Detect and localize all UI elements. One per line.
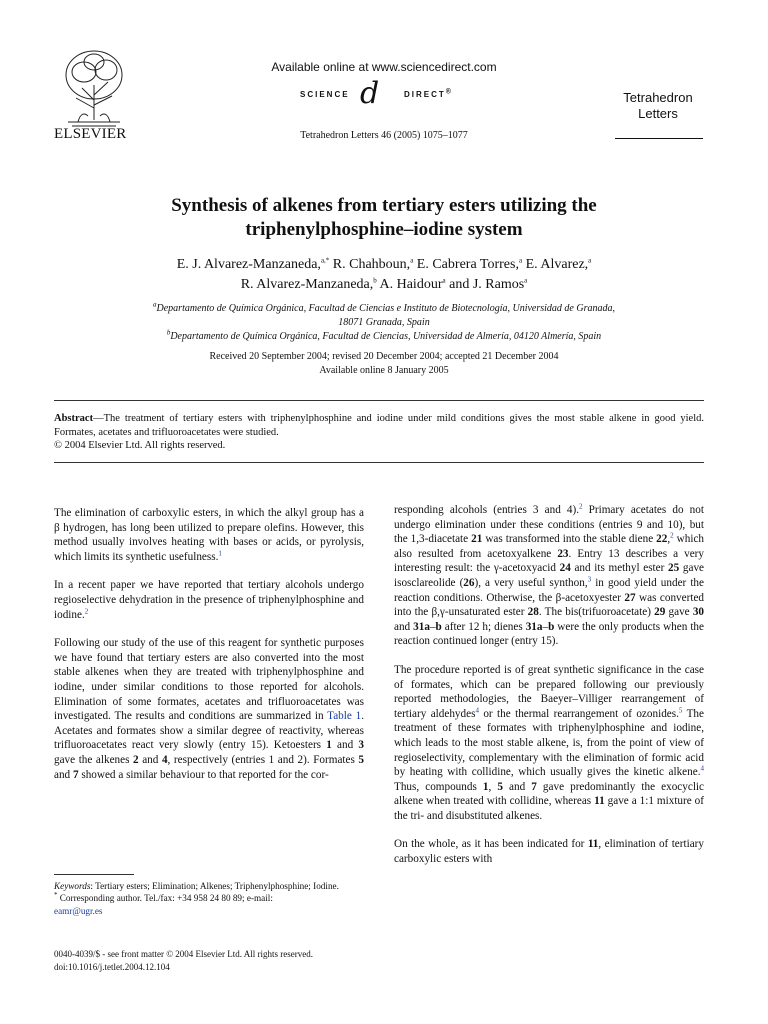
journal-name-line1: Tetrahedron bbox=[623, 90, 693, 105]
journal-citation: Tetrahedron Letters 46 (2005) 1075–1077 bbox=[300, 130, 468, 141]
abstract-label: Abstract bbox=[54, 413, 94, 424]
compound-number: 3 bbox=[358, 739, 364, 752]
doi-line: doi:10.1016/j.tetlet.2004.12.104 bbox=[54, 962, 170, 972]
paragraph-text: and bbox=[502, 780, 532, 793]
paragraph-text: – bbox=[429, 620, 436, 633]
compound-number: 30 bbox=[692, 606, 705, 619]
compound-number: 5 bbox=[497, 780, 503, 793]
compound-number: 2 bbox=[133, 753, 139, 766]
ref-link[interactable]: 2 bbox=[579, 502, 583, 511]
paragraph-text: The procedure reported is of great synthetic significance in the case of formates, which can be prepared following our previously reported methodologies, the Baeyer–Villiger rearrangement of tertiary aldehydes bbox=[394, 663, 704, 720]
author-name: A. Haidour bbox=[379, 277, 443, 292]
sd-registered-mark: ® bbox=[445, 88, 453, 96]
table-1-link[interactable]: Table 1 bbox=[327, 710, 362, 723]
author-affil-mark: a bbox=[588, 256, 592, 265]
email-link[interactable]: eamr@ugr.es bbox=[54, 905, 103, 916]
affil-b-mark: b bbox=[166, 328, 171, 337]
compound-number: 23 bbox=[557, 547, 569, 560]
affiliation-a-line1 bbox=[60, 302, 708, 316]
body-paragraph bbox=[54, 578, 364, 622]
abstract-rule-top bbox=[54, 400, 704, 401]
abstract-copyright: © 2004 Elsevier Ltd. All rights reserved. bbox=[54, 440, 226, 451]
author-affil-mark: a bbox=[518, 256, 523, 265]
body-paragraph bbox=[54, 636, 364, 782]
corresponding-mark: * bbox=[54, 891, 58, 900]
paragraph-text: gave the alkenes bbox=[54, 753, 134, 766]
paragraph-text: Primary acetates do not undergo elimination under these conditions (entries 9 and 10), but the 1,3-diacetate bbox=[394, 504, 704, 546]
body-paragraph bbox=[394, 837, 704, 866]
paragraph-text: gave a 1:1 mixture of the tri- and disubstituted alkenes. bbox=[394, 795, 704, 822]
keywords bbox=[54, 880, 364, 892]
compound-number: 7 bbox=[531, 780, 537, 793]
affiliations bbox=[60, 302, 708, 344]
sd-left-text: SCIENCE bbox=[300, 90, 350, 99]
issn-line: 0040-4039/$ - see front matter © 2004 Elsevier Ltd. All rights reserved. bbox=[54, 949, 314, 959]
front-matter-info bbox=[54, 948, 394, 974]
paragraph-text: and bbox=[331, 739, 359, 752]
author-name: R. Alvarez-Manzaneda, bbox=[240, 277, 374, 292]
abstract-text: —The treatment of tertiary esters with triphenylphosphine and iodine under mild conditions gives the most stable alkene in good yield. Formates, acetates and trifluoroacetates were studied. bbox=[54, 413, 704, 438]
compound-number: 27 bbox=[624, 591, 636, 604]
sd-right-label: DIRECT bbox=[404, 90, 446, 99]
paragraph-text: was transformed into the stable diene bbox=[482, 533, 657, 546]
ref-link[interactable]: 1 bbox=[218, 549, 222, 558]
paragraph-text: . Acetates and formates show a similar degree of reactivity, whereas trifluoroacetates react very slowly (entry 15). Ketoesters bbox=[54, 710, 365, 752]
paragraph-text: On the whole, as it has been indicated for bbox=[394, 838, 588, 851]
paragraph-text: which also resulted from acetoxyalkene bbox=[394, 533, 704, 560]
paragraph-text: or the thermal rearrangement of ozonides. bbox=[478, 707, 679, 720]
journal-name-line2: Letters bbox=[638, 106, 678, 121]
compound-number: 25 bbox=[668, 562, 680, 575]
paragraph-text: . The bis(trifuoroacetate) bbox=[538, 606, 655, 619]
abstract bbox=[54, 412, 704, 453]
available-online-date: Available online 8 January 2005 bbox=[319, 365, 449, 376]
compound-number: 5 bbox=[358, 753, 364, 766]
paragraph-text: responding alcohols (entries 3 and 4). bbox=[394, 504, 580, 516]
compound-number: 24 bbox=[559, 562, 571, 575]
article-dates bbox=[60, 350, 708, 378]
paragraph-text: showed a similar behaviour to that reported for the cor- bbox=[78, 768, 329, 781]
paragraph-text: , elimination of tertiary carboxylic esters with bbox=[394, 838, 705, 866]
publisher-name: ELSEVIER bbox=[54, 126, 127, 142]
author-name: and J. Ramos bbox=[449, 277, 525, 292]
author-name: R. Chahboun, bbox=[332, 257, 411, 272]
compound-number: 28 bbox=[527, 606, 539, 619]
body-column-right bbox=[394, 503, 704, 881]
author-affil-mark: a bbox=[524, 276, 528, 285]
sd-at-icon: d bbox=[360, 76, 380, 111]
compound-number: 26 bbox=[463, 576, 475, 589]
paragraph-text: and bbox=[138, 753, 162, 766]
paragraph-text: – bbox=[542, 620, 549, 633]
compound-number: 21 bbox=[471, 533, 483, 546]
author-affil-mark: a bbox=[442, 276, 446, 285]
author-name: E. Alvarez, bbox=[525, 257, 589, 272]
ref-link[interactable]: 4 bbox=[475, 705, 479, 714]
paragraph-text: were the only products when the reaction continued longer (entry 15). bbox=[394, 620, 704, 648]
author-affil-mark: a,* bbox=[320, 256, 330, 265]
body-column-left bbox=[54, 506, 364, 796]
author-line-2 bbox=[60, 275, 708, 295]
paragraph-text: . Entry 13 describes a very interesting result: the γ-acetoxyacid bbox=[394, 547, 704, 575]
compound-number: 1 bbox=[482, 780, 489, 793]
author-name: E. Cabrera Torres, bbox=[416, 257, 519, 272]
author-affil-mark: a bbox=[410, 256, 414, 265]
ref-link[interactable]: 5 bbox=[678, 705, 683, 714]
paragraph-text: after 12 h; dienes bbox=[441, 620, 526, 633]
ref-link[interactable]: 3 bbox=[587, 575, 592, 584]
footnote-rule bbox=[54, 874, 134, 875]
compound-number: 31a bbox=[525, 620, 543, 633]
ref-link[interactable]: 2 bbox=[84, 606, 89, 615]
footnotes bbox=[54, 880, 364, 917]
ref-link[interactable]: 2 bbox=[670, 531, 674, 540]
author-name: E. J. Alvarez-Manzaneda, bbox=[176, 257, 321, 272]
compound-number: 7 bbox=[72, 768, 79, 781]
paragraph-text: In a recent paper we have reported that tertiary alcohols undergo regioselective dehydration in the presence of triphenylphosphine and iodine. bbox=[54, 579, 364, 621]
affil-b-text: Departamento de Química Orgánica, Facultad de Ciencias, Universidad de Almería, 04120 Almería, Spain bbox=[170, 331, 602, 342]
paragraph-text: Following our study of the use of this reagent for synthetic purposes we have found that tertiary esters are also converted into the most stable alkenes when they are treated with triphenylphosphine and iodine, under similar conditions to those reported for alcohols. Elimination of some formates, acetates and trifluoroacetates was investigated. The results and conditions are summarized in bbox=[54, 637, 364, 723]
paragraph-text: and its methyl ester bbox=[570, 562, 669, 575]
available-online-url: Available online at www.sciencedirect.com bbox=[271, 60, 497, 74]
paragraph-text: gave bbox=[665, 606, 693, 619]
received-dates: Received 20 September 2004; revised 20 December 2004; accepted 21 December 2004 bbox=[209, 351, 559, 362]
paragraph-text: in good yield under the reaction conditions. Otherwise, the β-acetoxyester bbox=[394, 576, 704, 604]
compound-number: 11 bbox=[587, 838, 599, 851]
sd-right-text bbox=[404, 90, 453, 99]
author-line-1 bbox=[60, 255, 708, 275]
body-paragraph bbox=[394, 663, 704, 824]
sciencedirect-logo bbox=[300, 76, 470, 114]
journal-name bbox=[608, 90, 708, 122]
compound-number: b bbox=[548, 620, 555, 633]
paragraph-text: ), a very useful synthon, bbox=[474, 576, 588, 589]
corresponding-author bbox=[54, 892, 364, 917]
title-line-1: Synthesis of alkenes from tertiary esters utilizing the bbox=[171, 195, 597, 216]
author-list bbox=[60, 255, 708, 295]
body-paragraph bbox=[54, 506, 364, 564]
paragraph-text: The treatment of these formates with triphenylphosphine and iodine, which leads to the most stable alkene, is, from the point of view of regioselectivity, complementary with the elimination of formic acid by heating with collidine, which usually gives the kinetic alkene. bbox=[394, 707, 704, 779]
compound-number: 4 bbox=[161, 753, 168, 766]
paragraph-text: , respectively (entries 1 and 2). Formates bbox=[167, 753, 359, 766]
keywords-label: Keywords bbox=[54, 881, 91, 891]
affiliation-b bbox=[60, 330, 708, 344]
paragraph-text: and bbox=[54, 768, 73, 781]
compound-number: 1 bbox=[326, 739, 332, 752]
article-title bbox=[60, 194, 708, 242]
compound-number: 11 bbox=[594, 795, 605, 808]
compound-number: 29 bbox=[654, 606, 666, 619]
paragraph-text: and bbox=[394, 620, 414, 633]
paragraph-text: was converted into the β,γ-unsaturated ester bbox=[394, 591, 704, 619]
paragraph-text: , bbox=[667, 533, 671, 546]
compound-number: b bbox=[435, 620, 442, 633]
paragraph-text: gave isosclareolide ( bbox=[394, 562, 704, 589]
keywords-text: : Tertiary esters; Elimination; Alkenes; Triphenylphosphine; Iodine. bbox=[90, 881, 339, 891]
paragraph-text: The elimination of carboxylic esters, in which the alkyl group has a β hydrogen, has long been utilized to prepare olefins. However, this method usually involves heating with bases or acids, or pyrolysis, which limits its synthetic usefulness. bbox=[54, 507, 364, 563]
title-line-2: triphenylphosphine–iodine system bbox=[245, 219, 523, 240]
affil-a-text: Departamento de Química Orgánica, Facultad de Ciencias e Instituto de Biotecnología, Universidad de Granada, bbox=[156, 303, 615, 314]
compound-number: 31a bbox=[413, 620, 430, 633]
paragraph-text: , bbox=[488, 780, 498, 793]
author-affil-mark: b bbox=[373, 276, 377, 285]
journal-divider bbox=[615, 138, 703, 139]
corresponding-text: Corresponding author. Tel./fax: +34 958 24 80 89; e-mail: bbox=[59, 893, 273, 904]
elsevier-tree-icon bbox=[54, 40, 134, 140]
paragraph-text: Thus, compounds bbox=[394, 780, 483, 793]
affil-a-mark: a bbox=[153, 300, 157, 309]
paragraph-text: gave predominantly the exocyclic alkene when treated with collidine, whereas bbox=[394, 780, 704, 808]
affiliation-a-line2: 18071 Granada, Spain bbox=[338, 317, 430, 328]
compound-number: 22 bbox=[656, 533, 668, 546]
ref-link[interactable]: 4 bbox=[700, 764, 704, 773]
abstract-rule-bottom bbox=[54, 462, 704, 463]
body-paragraph bbox=[394, 503, 704, 649]
